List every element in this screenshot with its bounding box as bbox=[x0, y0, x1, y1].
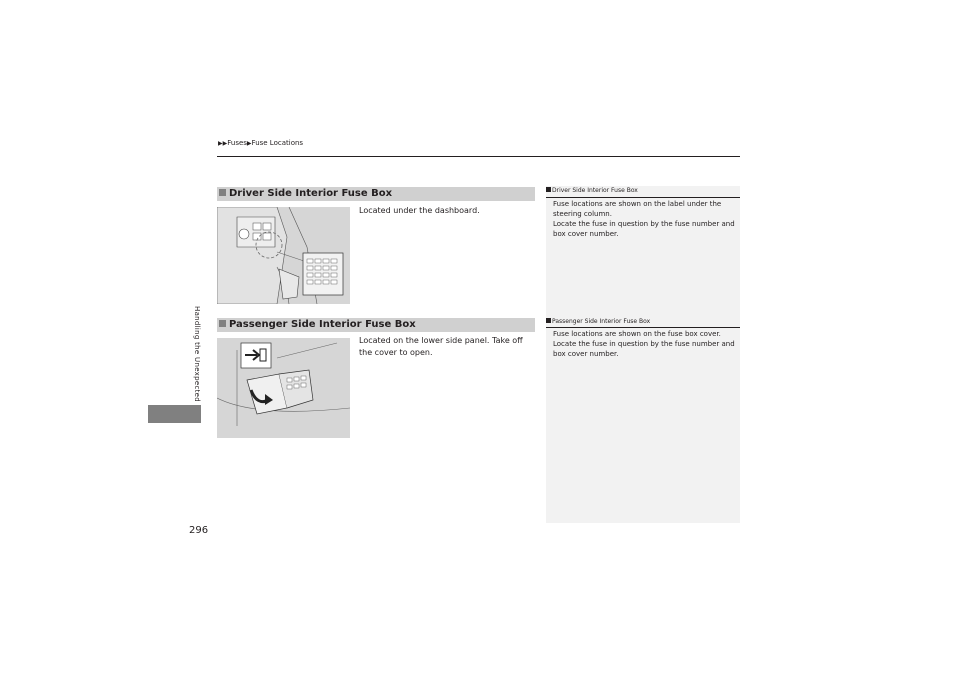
note-title-text: Driver Side Interior Fuse Box bbox=[552, 187, 638, 194]
section-heading-text: Driver Side Interior Fuse Box bbox=[229, 188, 393, 199]
section-heading-text: Passenger Side Interior Fuse Box bbox=[229, 319, 416, 330]
note-line: Fuse locations are shown on the fuse box cover. bbox=[553, 330, 721, 338]
breadcrumb-level2: Fuse Locations bbox=[251, 139, 304, 147]
passenger-fuse-box-illustration bbox=[217, 338, 350, 438]
breadcrumb-level1: Fuses bbox=[227, 139, 247, 147]
heading-square-icon bbox=[219, 320, 226, 327]
breadcrumb-arrow-icon: ▶▶ bbox=[218, 140, 228, 147]
breadcrumb-arrow-icon: ▶ bbox=[246, 140, 252, 147]
chapter-tab-marker bbox=[148, 405, 201, 423]
chapter-tab-label: Handling the Unexpected bbox=[193, 306, 201, 403]
note-line: Locate the fuse in question by the fuse number and box cover number. bbox=[553, 220, 735, 238]
page-number: 296 bbox=[189, 525, 209, 536]
section-heading-passenger bbox=[217, 318, 535, 332]
section-heading-driver bbox=[217, 187, 535, 201]
driver-fuse-box-illustration bbox=[217, 207, 350, 304]
breadcrumb bbox=[218, 139, 303, 148]
note-line: Fuse locations are shown on the label under the steering column. bbox=[553, 200, 722, 218]
note-title-text: Passenger Side Interior Fuse Box bbox=[552, 318, 651, 325]
note-rule bbox=[546, 327, 740, 328]
note-line: Locate the fuse in question by the fuse number and box cover number. bbox=[553, 340, 735, 358]
heading-square-icon bbox=[219, 189, 226, 196]
note-title-passenger bbox=[546, 318, 650, 326]
section-body-driver: Located under the dashboard. bbox=[359, 206, 480, 215]
reference-icon bbox=[546, 318, 551, 323]
note-body-passenger bbox=[553, 329, 735, 359]
note-title-driver bbox=[546, 187, 638, 195]
header-rule bbox=[217, 156, 740, 157]
note-body-driver bbox=[553, 199, 735, 239]
section-body-passenger: Located on the lower side panel. Take off the cover to open. bbox=[359, 336, 523, 357]
note-rule bbox=[546, 197, 740, 198]
reference-icon bbox=[546, 187, 551, 192]
